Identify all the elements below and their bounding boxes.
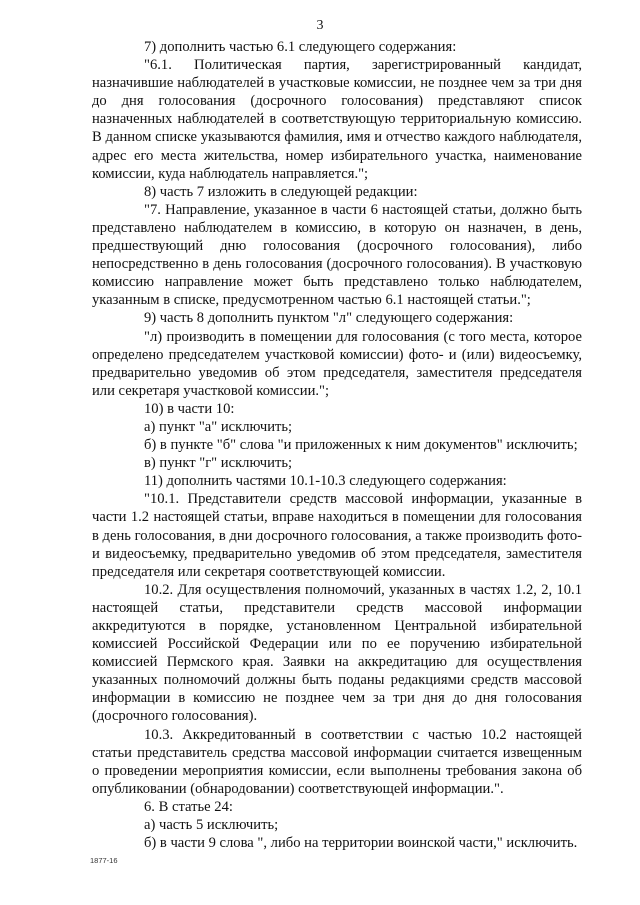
paragraph: 10.3. Аккредитованный в соответствии с частью 10.2 настоящей статьи представитель средства массовой информации считается извещенным о проведении мероприятия комиссии, если выполнены требования закона об опубликовании (обнародовании) соответствующей информации.". [92, 726, 582, 797]
paragraph: "л) производить в помещении для голосования (с того места, которое определено председателем участковой комиссии) фото- и (или) видеосъемку, предварительно уведомив об этом председателя, заместителя председателя или секретаря участковой комиссии."; [92, 328, 582, 399]
paragraph: 8) часть 7 изложить в следующей редакции: [144, 183, 418, 200]
paragraph: в) пункт "г" исключить; [144, 455, 293, 472]
paragraph: а) часть 5 исключить; [144, 817, 279, 834]
paragraph: "6.1. Политическая партия, зарегистрированный кандидат, назначившие наблюдателей в участковые комиссии, не позднее чем за три дня до дня голосования (досрочного голосования) представляют список назначенных наблюдателей в соответствующую территориальную комиссию. В данном списке указываются фамилия, имя и отчество каждого наблюдателя, адрес его места жительства, номер избирательного участка, наименование комиссии, куда наблюдатель направляется."; [92, 57, 582, 182]
paragraph: "7. Направление, указанное в части 6 настоящей статьи, должно быть представлено наблюдателем в комиссию, в которую он назначен, в день, предшествующий дню голосования (досрочного голосования), либо непосредственно в день голосования (досрочного голосования). В участковую комиссию направление может быть представлено только наблюдателем, указанным в списке, предусмотренном частью 6.1 настоящей статьи."; [92, 201, 582, 309]
paragraph: 10) в части 10: [144, 400, 235, 417]
paragraph: 6. В статье 24: [144, 798, 233, 815]
paragraph: б) в части 9 слова ", либо на территории воинской части," исключить. [144, 835, 578, 852]
paragraph: 11) дополнить частями 10.1-10.3 следующего содержания: [144, 473, 507, 490]
document-body [92, 38, 582, 852]
paragraph: 9) часть 8 дополнить пунктом "л" следующего содержания: [144, 310, 514, 327]
document-code: 1877-16 [90, 856, 118, 865]
paragraph: "10.1. Представители средств массовой информации, указанные в части 1.2 настоящей статьи, вправе находиться в помещении для голосования в день голосования, в дни досрочного голосования, а также производить фото- и видеосъемку, предварительно уведомив об этом председателя, заместителя председателя или секретаря соответствующей комиссии. [92, 491, 582, 580]
page-number: 3 [316, 18, 324, 33]
paragraph: 7) дополнить частью 6.1 следующего содержания: [144, 39, 457, 55]
paragraph: б) в пункте "б" слова "и приложенных к ним документов" исключить; [144, 437, 578, 454]
paragraph: а) пункт "а" исключить; [144, 418, 293, 435]
paragraph: 10.2. Для осуществления полномочий, указанных в частях 1.2, 2, 10.1 настоящей статьи, представители средств массовой информации аккредитуются в порядке, установленном Центральной избирательной комиссией Российской Федерации или по ее поручению избирательной комиссией Пермского края. Заявки на аккредитацию для осуществления указанных полномочий должны быть поданы редакциями средств массовой информации в комиссию не позднее чем за три дня до дня голосования (досрочного голосования). [92, 581, 582, 725]
